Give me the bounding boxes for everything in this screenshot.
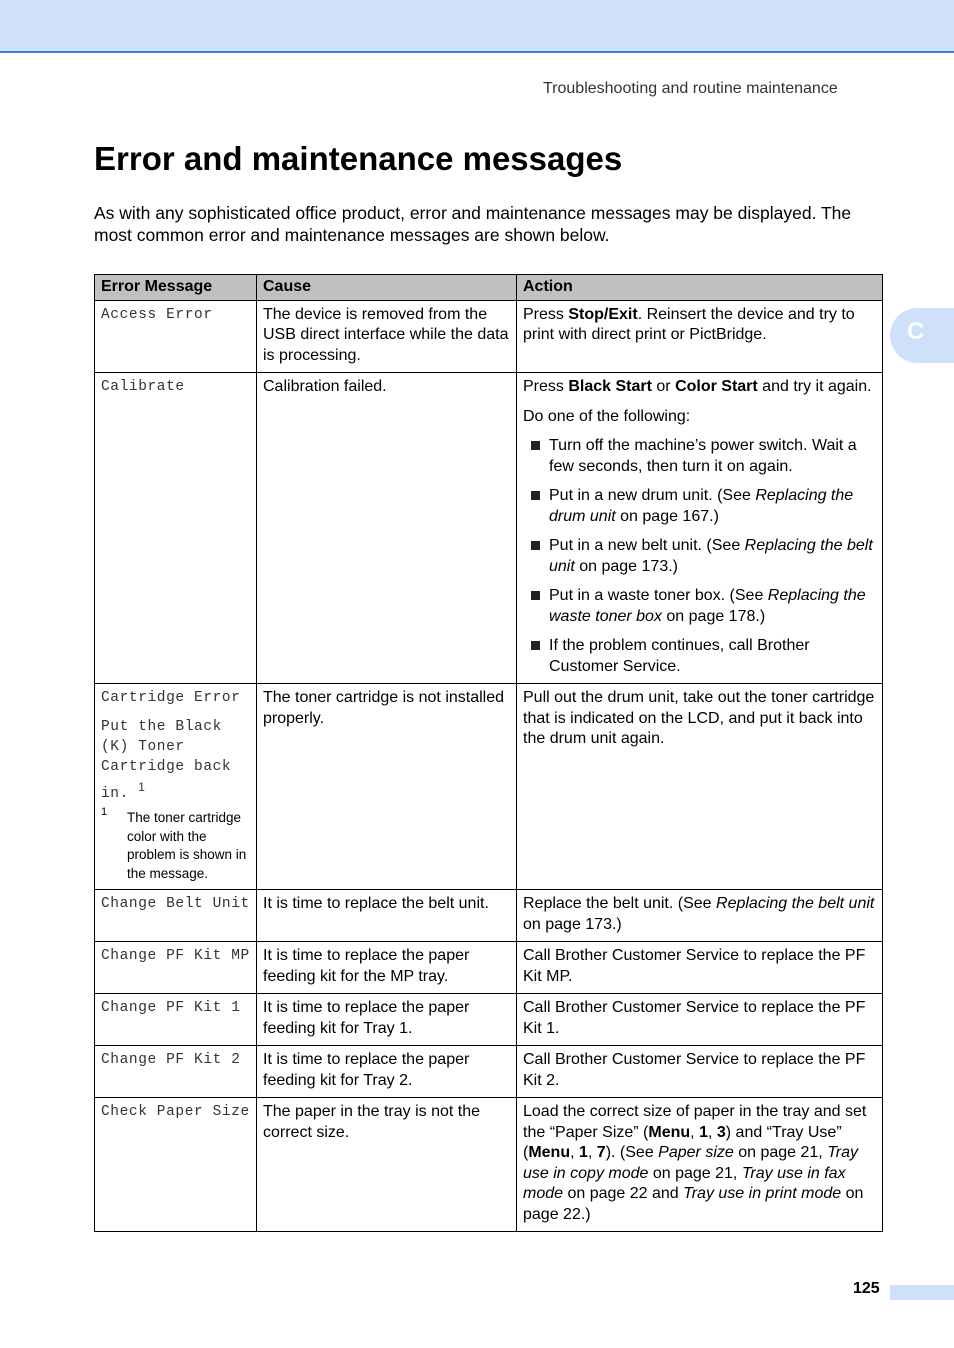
footnote-text: The toner cartridge color with the problem is shown in the message.: [127, 810, 247, 881]
key-name: 7: [596, 1144, 606, 1162]
key-name: Black Start: [568, 378, 652, 395]
header-cause: Cause: [257, 275, 517, 301]
cause-cell: It is time to replace the paper feeding kit for Tray 2.: [257, 1046, 517, 1098]
action-text: ). (See: [605, 1144, 659, 1162]
square-bullet-icon: [531, 491, 540, 500]
key-name: 1: [579, 1144, 588, 1162]
action-text: on page 173.): [523, 915, 622, 933]
action-text: ,: [587, 1144, 597, 1162]
chapter-letter: C: [907, 318, 925, 345]
chapter-tab: [890, 308, 954, 363]
page-title: Error and maintenance messages: [94, 140, 623, 177]
error-messages-table: [94, 274, 883, 1232]
table-row: [95, 684, 883, 890]
action-text: on page 22 and: [563, 1185, 684, 1203]
header-action: Action: [517, 275, 883, 301]
action-cell: Call Brother Customer Service to replace the PF Kit 1.: [517, 994, 883, 1046]
cause-cell: It is time to replace the paper feeding kit for Tray 1.: [257, 994, 517, 1046]
cross-reference: Tray use in fax mode: [523, 1164, 846, 1203]
action-text: or: [651, 378, 676, 395]
key-name: Menu: [648, 1123, 691, 1141]
action-text: and try it again.: [757, 378, 872, 395]
cause-cell: Calibration failed.: [257, 373, 517, 684]
cross-reference: Replacing the belt unit: [549, 537, 873, 575]
table-row: [95, 890, 883, 942]
action-text: on page 21,: [733, 1144, 828, 1162]
action-cell: [517, 300, 883, 373]
action-lead: Do one of the following:: [523, 407, 691, 425]
error-message-cell: Calibrate: [95, 373, 257, 684]
header-error-message: Error Message: [95, 275, 257, 301]
action-bullet-list: [523, 436, 876, 677]
footnote: [101, 806, 250, 883]
page-number: 125: [853, 1280, 880, 1297]
error-sub-message: [101, 717, 250, 804]
cause-cell: It is time to replace the belt unit.: [257, 890, 517, 942]
error-message-cell: Change PF Kit 1: [95, 994, 257, 1046]
cause-cell: It is time to replace the paper feeding kit for the MP tray.: [257, 942, 517, 994]
page-number-band: [890, 1285, 954, 1300]
square-bullet-icon: [531, 541, 540, 550]
action-text: ,: [707, 1123, 717, 1141]
key-name: Color Start: [675, 378, 758, 395]
error-message-cell: [95, 684, 257, 890]
key-name: 3: [716, 1123, 726, 1141]
table-row: [95, 300, 883, 373]
square-bullet-icon: [531, 591, 540, 600]
action-text: on page 21,: [648, 1164, 742, 1182]
action-cell: [517, 890, 883, 942]
list-item: [523, 536, 876, 577]
bullet-text: on page 167.): [615, 507, 719, 525]
bullet-text: Put in a new drum unit. (See: [549, 487, 756, 504]
action-text: . Reinsert the device and try to print with direct print or PictBridge.: [523, 305, 855, 343]
square-bullet-icon: [531, 641, 540, 650]
cross-reference: Tray use in copy mode: [523, 1144, 858, 1182]
error-message-cell: Access Error: [95, 300, 257, 373]
action-cell: [517, 373, 883, 684]
action-text: Replace the belt unit. (See: [523, 895, 717, 913]
action-text: ,: [570, 1144, 579, 1162]
cause-cell: The device is removed from the USB direct interface while the data is processing.: [257, 300, 517, 373]
error-message-cell: Change PF Kit MP: [95, 942, 257, 994]
list-item: [523, 486, 876, 527]
cross-reference: Paper size: [658, 1144, 734, 1162]
action-paragraph: [523, 377, 876, 398]
action-text: Press: [523, 305, 569, 323]
action-cell: [517, 1098, 883, 1232]
table-header-row: [95, 275, 883, 301]
action-cell: Pull out the drum unit, take out the toner cartridge that is indicated on the LCD, and put it back into the drum unit again.: [517, 684, 883, 890]
action-text: ) and “Tray Use” (: [523, 1123, 842, 1162]
table-row: [95, 373, 883, 684]
cause-cell: The toner cartridge is not installed properly.: [257, 684, 517, 890]
error-message-cell: Change Belt Unit: [95, 890, 257, 942]
action-cell: Call Brother Customer Service to replace the PF Kit MP.: [517, 942, 883, 994]
bullet-text: on page 173.): [574, 557, 678, 575]
bullet-text: on page 178.): [661, 607, 766, 625]
top-color-band: [0, 0, 954, 53]
footnote-number: 1: [101, 806, 108, 819]
table-row: [95, 942, 883, 994]
footnote-marker: 1: [138, 779, 146, 794]
cross-reference: Tray use in print mode: [683, 1185, 842, 1203]
key-name: 1: [699, 1123, 708, 1141]
action-text: ,: [690, 1123, 700, 1141]
cross-reference: Replacing the belt unit: [716, 895, 875, 913]
key-name: Menu: [528, 1144, 571, 1162]
bullet-text: Put in a waste toner box. (See: [549, 587, 768, 604]
action-text: Load the correct size of paper in the tray and set the “Paper Size” (: [523, 1103, 867, 1141]
table-row: [95, 1098, 883, 1232]
table-row: [95, 994, 883, 1046]
action-cell: Call Brother Customer Service to replace the PF Kit 2.: [517, 1046, 883, 1098]
bullet-text: Put in a new belt unit. (See: [549, 537, 745, 554]
key-name: Stop/Exit: [568, 305, 638, 323]
action-text: Press: [523, 378, 569, 395]
list-item: [523, 636, 876, 677]
cause-cell: The paper in the tray is not the correct size.: [257, 1098, 517, 1232]
running-header: Troubleshooting and routine maintenance: [543, 80, 838, 97]
list-item: [523, 436, 876, 477]
error-message-cell: Change PF Kit 2: [95, 1046, 257, 1098]
action-text: on page 22.): [523, 1185, 864, 1223]
cross-reference: Replacing the drum unit: [549, 487, 854, 525]
error-message-text: Cartridge Error: [101, 690, 241, 706]
table-row: [95, 1046, 883, 1098]
error-message-cell: Check Paper Size: [95, 1098, 257, 1232]
cross-reference: Replacing the waste toner box: [549, 587, 866, 625]
sub-message-text: Put the Black (K) Toner Cartridge back in.: [101, 718, 232, 802]
bullet-text: Turn off the machine’s power switch. Wait a few seconds, then turn it on again.: [549, 437, 857, 475]
intro-paragraph: As with any sophisticated office product, error and maintenance messages may be displayed. The most common error and maintenance messages are shown below.: [94, 203, 852, 245]
bullet-text: If the problem continues, call Brother Customer Service.: [549, 637, 810, 675]
list-item: [523, 586, 876, 627]
square-bullet-icon: [531, 441, 540, 450]
